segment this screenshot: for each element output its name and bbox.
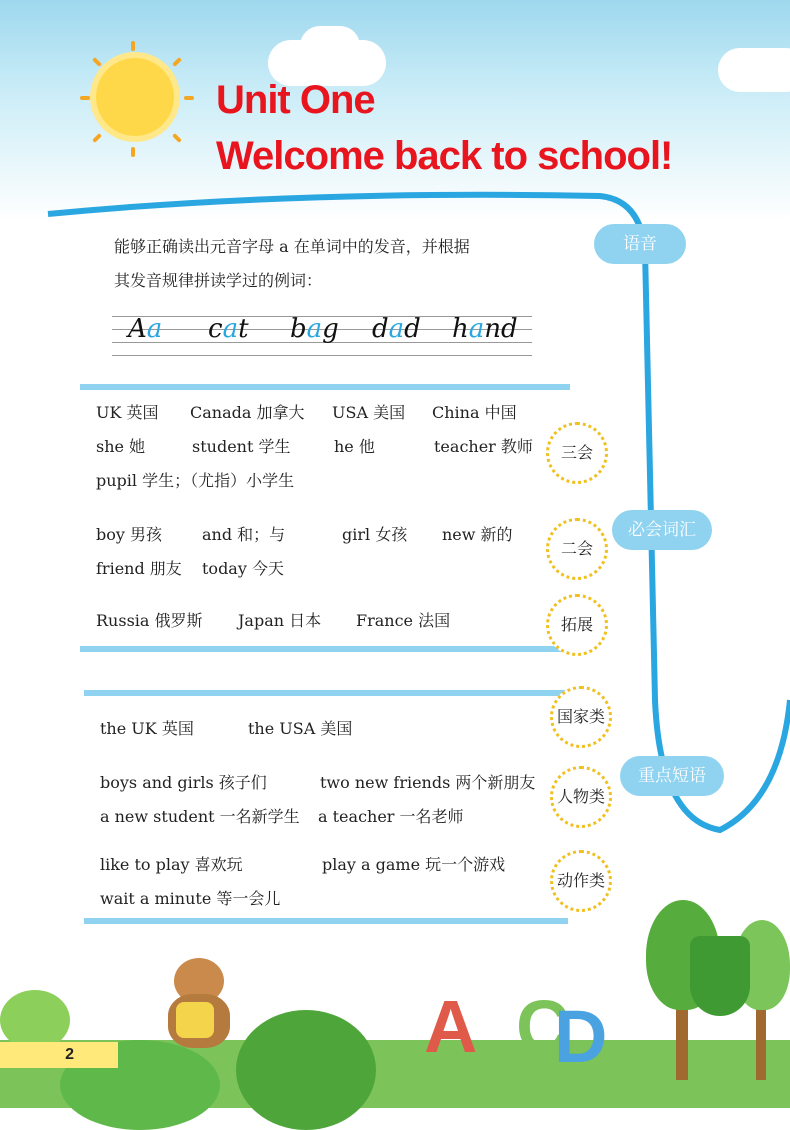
vowel-letter: a — [146, 314, 163, 344]
vocab-item: France 法国 — [356, 611, 451, 630]
vocab-item: he 他 — [334, 437, 375, 456]
vowel-letter: a — [388, 314, 405, 344]
unit-subtitle: Welcome back to school! — [216, 134, 673, 178]
vocab-item: like to play 喜欢玩 — [100, 855, 243, 874]
vocab-item: Russia 俄罗斯 — [96, 611, 203, 630]
vowel-letter: a — [222, 314, 239, 344]
unit-title: Unit One — [216, 78, 375, 122]
vocab-item: girl 女孩 — [342, 525, 408, 544]
vocab-item: friend 朋友 — [96, 559, 182, 578]
word-letters: h — [452, 314, 469, 344]
example-word — [128, 314, 162, 344]
word-letters: c — [208, 314, 223, 344]
example-word — [208, 314, 249, 344]
vocab-item: UK 英国 — [96, 403, 159, 422]
word-letters: nd — [484, 314, 518, 344]
vocab-item: boy 男孩 — [96, 525, 163, 544]
word-letters: d — [372, 314, 389, 344]
bush — [0, 990, 70, 1050]
vocab-item: the USA 美国 — [248, 719, 353, 738]
page-number: 2 — [0, 1042, 118, 1068]
pronunciation-label: 语音 — [594, 224, 686, 264]
example-word — [372, 314, 421, 344]
vocab-item: Japan 日本 — [238, 611, 322, 630]
vocab-item: wait a minute 等一会儿 — [100, 889, 281, 908]
badge-sanhui: 三会 — [546, 422, 608, 484]
badge-country: 国家类 — [550, 686, 612, 748]
letter-d-icon: D — [554, 995, 608, 1078]
vocab-item: boys and girls 孩子们 — [100, 773, 267, 792]
vocab-item: student 学生 — [192, 437, 291, 456]
vocab-item: a new student 一名新学生 — [100, 807, 300, 826]
vocab-item: two new friends 两个新朋友 — [320, 773, 536, 792]
vocab-item: and 和；与 — [202, 525, 286, 544]
bush — [236, 1010, 376, 1130]
vocab-item: teacher 教师 — [434, 437, 533, 456]
vocab-item: play a game 玩一个游戏 — [322, 855, 506, 874]
word-letters: b — [290, 314, 307, 344]
word-letters: d — [404, 314, 421, 344]
vocabulary-label: 必会词汇 — [612, 510, 712, 550]
word-letters: A — [128, 314, 147, 344]
vowel-letter: a — [306, 314, 323, 344]
vocab-item: pupil 学生；（尤指）小学生 — [96, 471, 295, 490]
badge-people: 人物类 — [550, 766, 612, 828]
phrases-label: 重点短语 — [620, 756, 724, 796]
badge-action: 动作类 — [550, 850, 612, 912]
vocab-item: today 今天 — [202, 559, 284, 578]
vocab-item: new 新的 — [442, 525, 513, 544]
vocab-item: the UK 英国 — [100, 719, 194, 738]
example-word — [290, 314, 339, 344]
pronunciation-description: 其发音规律拼读学过的例词： — [114, 271, 323, 290]
tree — [690, 936, 750, 1016]
letter-a-icon: A — [424, 985, 478, 1068]
letter-c-icon: C — [516, 985, 570, 1068]
badge-tuozhan: 拓展 — [546, 594, 608, 656]
vocab-item: a teacher 一名老师 — [318, 807, 464, 826]
pronunciation-description: 能够正确读出元音字母 a 在单词中的发音，并根据 — [114, 237, 470, 256]
bear-illustration — [166, 958, 238, 1048]
vocab-item: Canada 加拿大 — [190, 403, 305, 422]
vocab-item: USA 美国 — [332, 403, 406, 422]
example-word — [452, 314, 518, 344]
word-letters: g — [322, 314, 339, 344]
word-letters: t — [238, 314, 249, 344]
vocab-item: China 中国 — [432, 403, 517, 422]
vocab-item: she 她 — [96, 437, 146, 456]
badge-erhui: 二会 — [546, 518, 608, 580]
vowel-letter: a — [468, 314, 485, 344]
